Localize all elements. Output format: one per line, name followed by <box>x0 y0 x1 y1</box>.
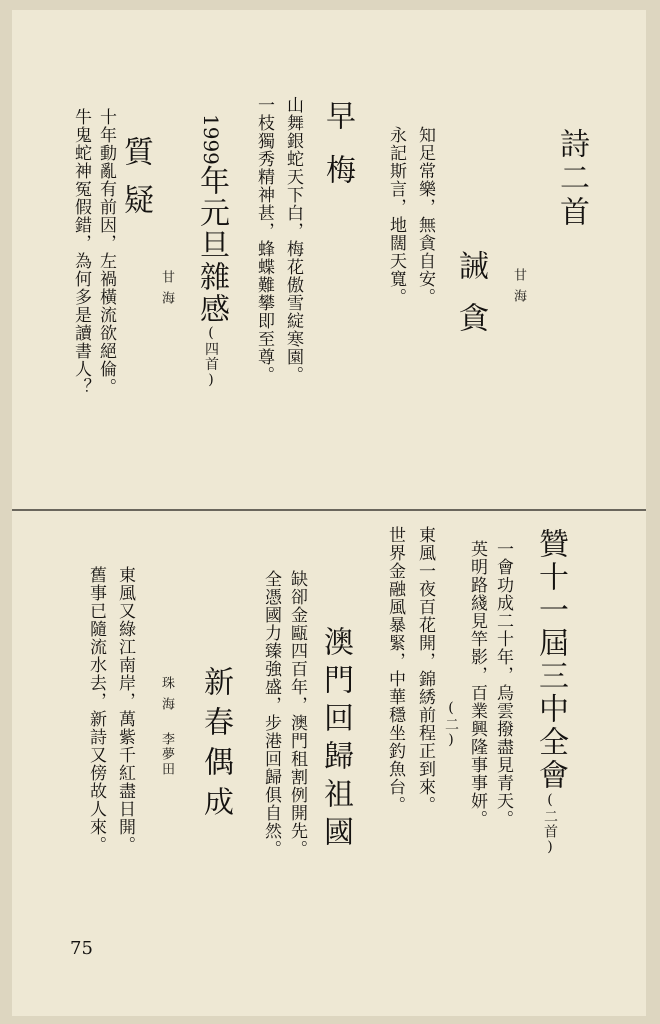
poem5-line-2: 全憑國力臻強盛，步港回歸俱自然。 <box>261 570 281 858</box>
poem2-title: 早梅 <box>320 100 355 208</box>
poem1-line-1: 知足常樂，無貪自安。 <box>415 126 435 306</box>
poem2-line-2: 一枝獨秀精神甚，蜂蝶難攀即至尊。 <box>254 96 274 384</box>
poem3-title <box>194 114 229 389</box>
poem6-author-name: 李夢田 <box>159 732 174 777</box>
poem3-title-note: (四首) <box>203 324 219 389</box>
poem3-line-2: 牛鬼蛇神冤假錯，為何多是讀書人？ <box>71 108 91 396</box>
page-number: 75 <box>70 938 93 959</box>
poem4-line-4: 世界金融風暴緊，中華穩坐釣魚台。 <box>385 526 405 814</box>
poem3-title-year: 1999 <box>199 114 223 165</box>
poem4-line-2: 英明路綫見竿影，百業興隆事事妍。 <box>467 540 487 828</box>
series-author: 甘海 <box>511 268 526 310</box>
poem4-line-3: 東風一夜百花開，錦綉前程正到來。 <box>415 526 435 814</box>
poem3-subtitle: 質疑 <box>118 136 153 232</box>
poem4-line-1: 一會功成二十年，烏雲撥盡見青天。 <box>493 540 513 828</box>
poem3-line-1: 十年動亂有前因，左禍橫流欲絕倫。 <box>96 108 116 396</box>
poem6-line-2: 舊事已隨流水去，新詩又傍故人來。 <box>86 566 106 854</box>
poem4-part2-marker: (二) <box>443 700 459 749</box>
poem6-title: 新春偶成 <box>198 666 233 826</box>
poem6-author-place: 珠海 <box>159 676 174 718</box>
poem4-title <box>533 528 568 856</box>
poem3-author: 甘海 <box>159 270 174 312</box>
poem6-line-1: 東風又綠江南岸，萬紫千紅盡日開。 <box>115 566 135 854</box>
section-divider <box>12 509 646 511</box>
poem4-title-main: 贊十一屆三中全會 <box>533 528 568 792</box>
poem1-title: 誡貪 <box>453 250 488 354</box>
poem2-line-1: 山舞銀蛇天下白，梅花傲雪綻寒園。 <box>283 96 303 384</box>
poem1-line-2: 永記斯言，地闊天寬。 <box>386 126 406 306</box>
poem4-title-note: (二首) <box>542 792 558 856</box>
poem3-title-main: 年元旦雜感 <box>194 164 229 325</box>
poem5-line-1: 缺卻金甌四百年，澳門租割例開先。 <box>287 570 307 858</box>
poem5-title: 澳門回歸祖國 <box>318 626 353 854</box>
series-title: 詩二首 <box>554 128 589 230</box>
